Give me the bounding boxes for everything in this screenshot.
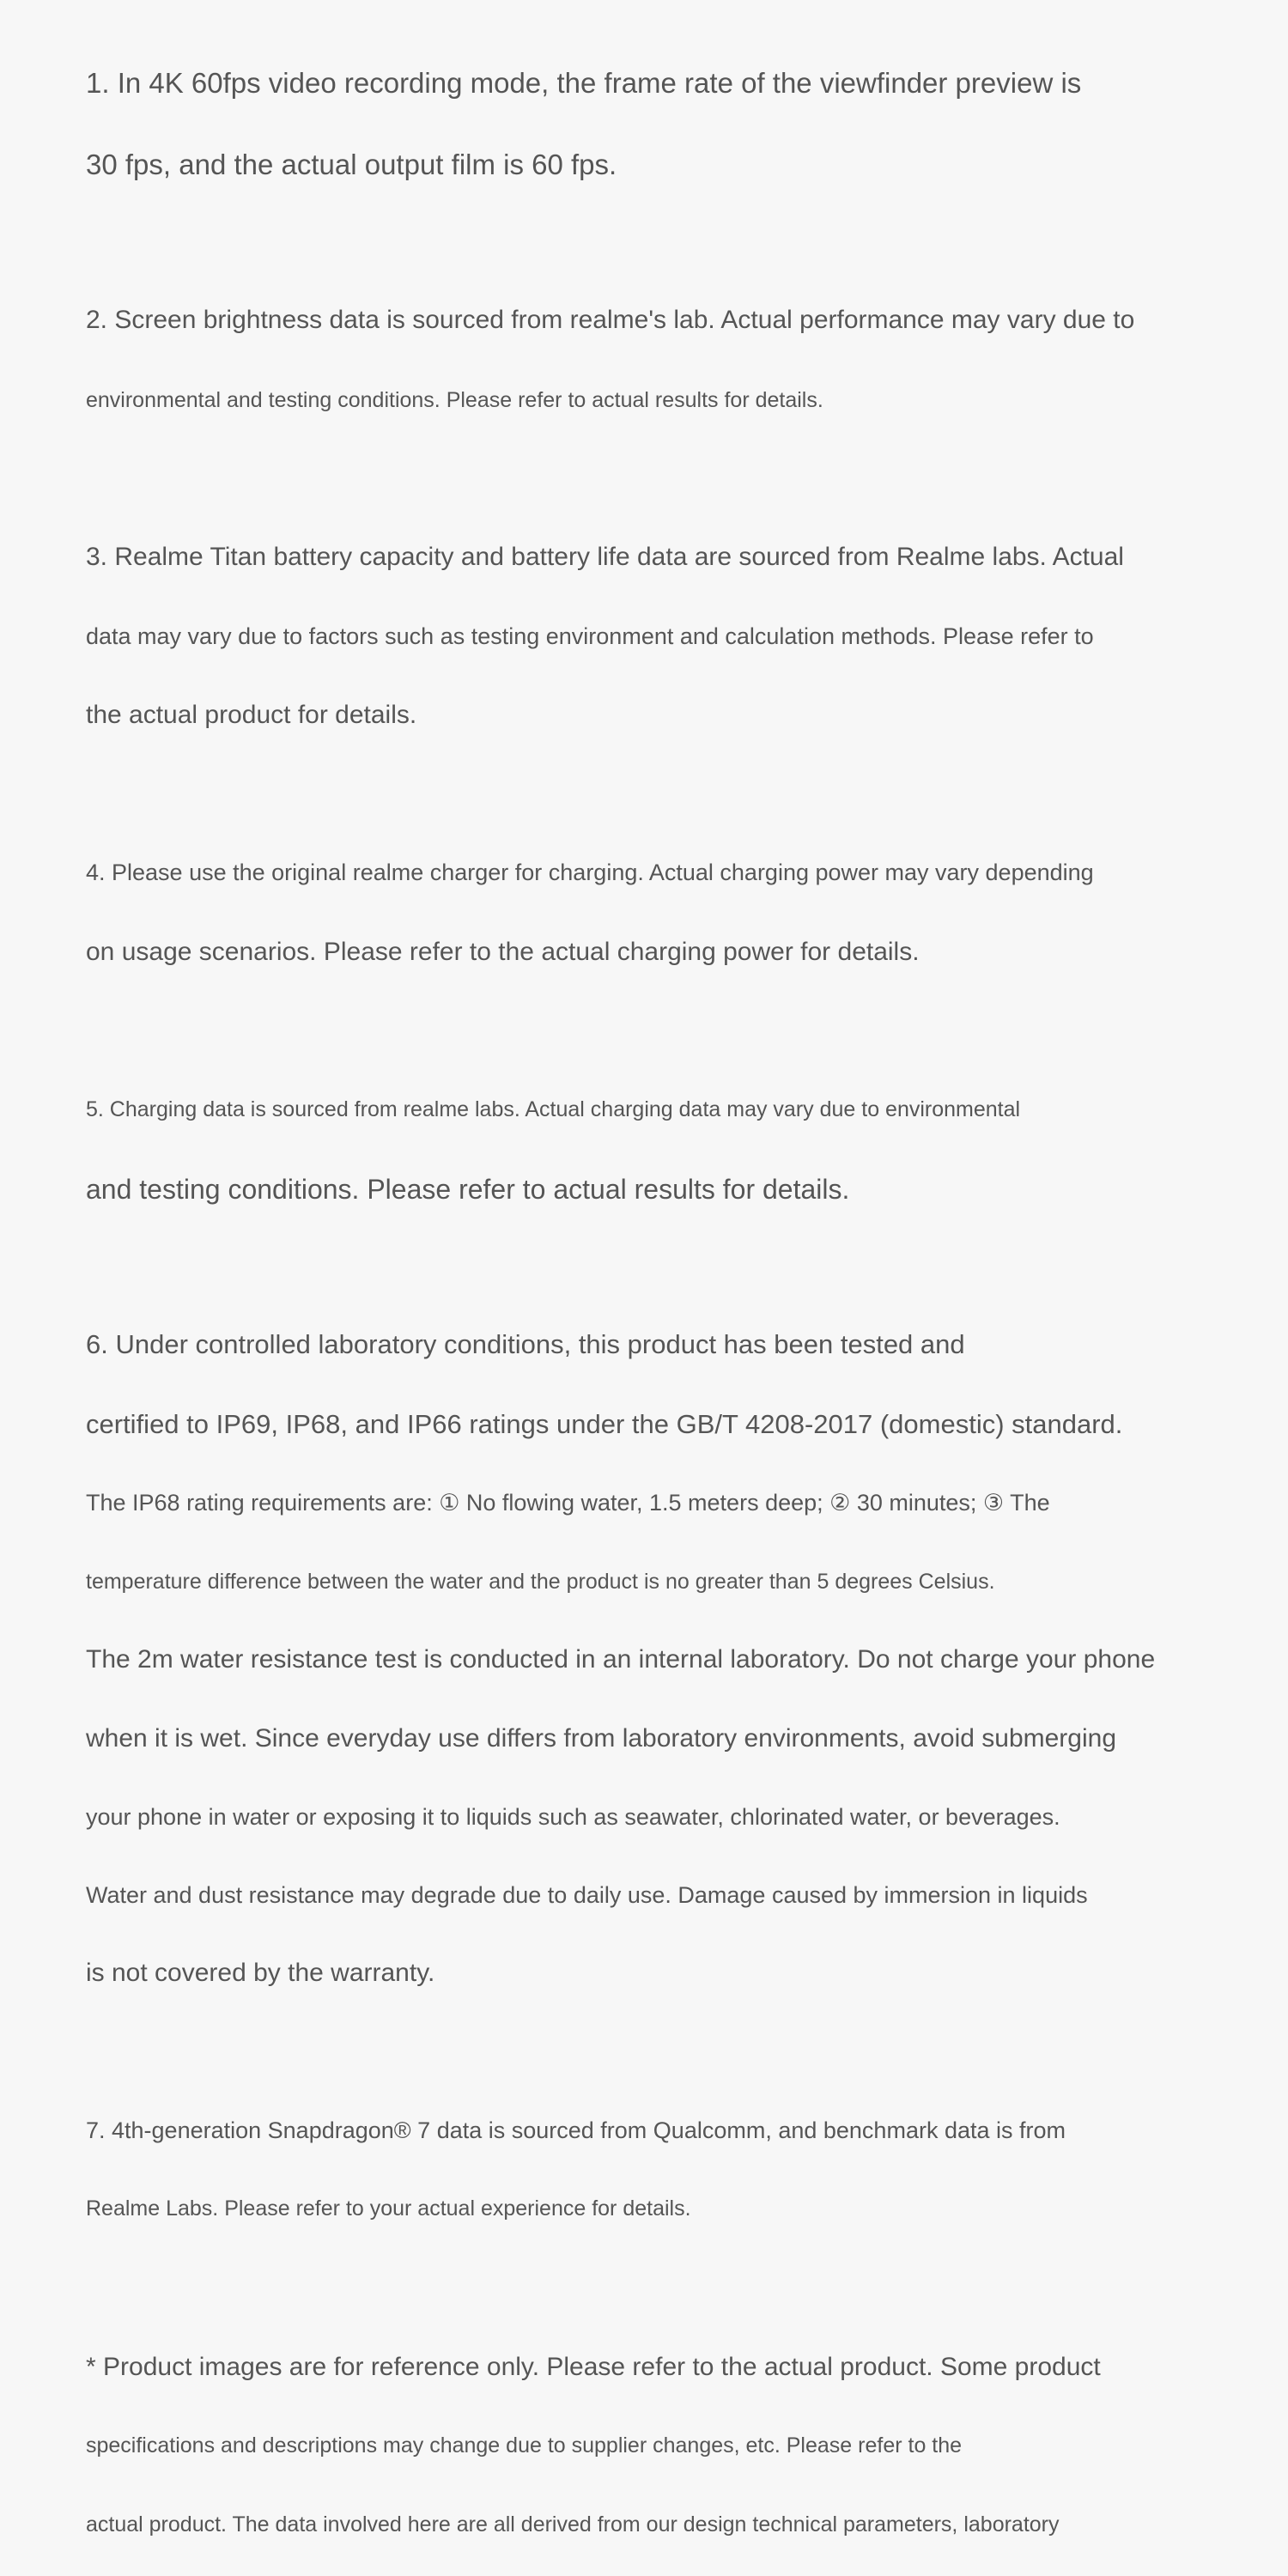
note-6-line-8: Water and dust resistance may degrade due to daily use. Damage caused by immersion in liquids — [86, 1882, 1088, 1908]
note-6-line-7: your phone in water or exposing it to liquids such as seawater, chlorinated water, or beverages. — [86, 1804, 1060, 1830]
note-6-line-2: certified to IP69, IP68, and IP66 ratings under the GB/T 4208-2017 (domestic) standard. — [86, 1409, 1123, 1439]
note-1-line-2: 30 fps, and the actual output film is 60 fps. — [86, 149, 617, 180]
note-5-line-1: 5. Charging data is sourced from realme labs. Actual charging data may vary due to environmental — [86, 1097, 1021, 1121]
note-3-line-3: the actual product for details. — [86, 701, 417, 729]
product-image-note-line-2: specifications and descriptions may change due to supplier changes, etc. Please refer to the — [86, 2433, 963, 2458]
note-6-line-3: The IP68 rating requirements are: ① No flowing water, 1.5 meters deep; ② 30 minutes; ③ The — [86, 1490, 1050, 1516]
product-image-note-line-1: * Product images are for reference only. Please refer to the actual product. Some product — [86, 2353, 1101, 2381]
note-6-line-9: is not covered by the warranty. — [86, 1959, 435, 1987]
note-6-line-1: 6. Under controlled laboratory conditions, this product has been tested and — [86, 1329, 965, 1359]
note-3-line-2: data may vary due to factors such as testing environment and calculation methods. Please refer to — [86, 623, 1094, 649]
note-4-line-1: 4. Please use the original realme charger for charging. Actual charging power may vary depending — [86, 860, 1094, 885]
note-7-line-1: 7. 4th-generation Snapdragon® 7 data is sourced from Qualcomm, and benchmark data is from — [86, 2117, 1066, 2143]
product-image-note-line-3: actual product. The data involved here are all derived from our design technical parameters, laboratory — [86, 2512, 1060, 2537]
note-2-line-1: 2. Screen brightness data is sourced from realme's lab. Actual performance may vary due to — [86, 306, 1135, 334]
note-3-line-1: 3. Realme Titan battery capacity and battery life data are sourced from Realme labs. Actual — [86, 543, 1124, 571]
note-1-line-1: 1. In 4K 60fps video recording mode, the frame rate of the viewfinder preview is — [86, 67, 1082, 99]
note-6-line-4: temperature difference between the water and the product is no greater than 5 degrees Celsius. — [86, 1570, 995, 1594]
note-7-line-2: Realme Labs. Please refer to your actual experience for details. — [86, 2196, 691, 2221]
note-5-line-2: and testing conditions. Please refer to actual results for details. — [86, 1174, 850, 1205]
note-6-line-5: The 2m water resistance test is conducted in an internal laboratory. Do not charge your phone — [86, 1645, 1156, 1674]
note-2-line-2: environmental and testing conditions. Please refer to actual results for details. — [86, 388, 823, 412]
note-4-line-2: on usage scenarios. Please refer to the actual charging power for details. — [86, 938, 920, 966]
note-6-line-6: when it is wet. Since everyday use differs from laboratory environments, avoid submerging — [86, 1724, 1117, 1753]
